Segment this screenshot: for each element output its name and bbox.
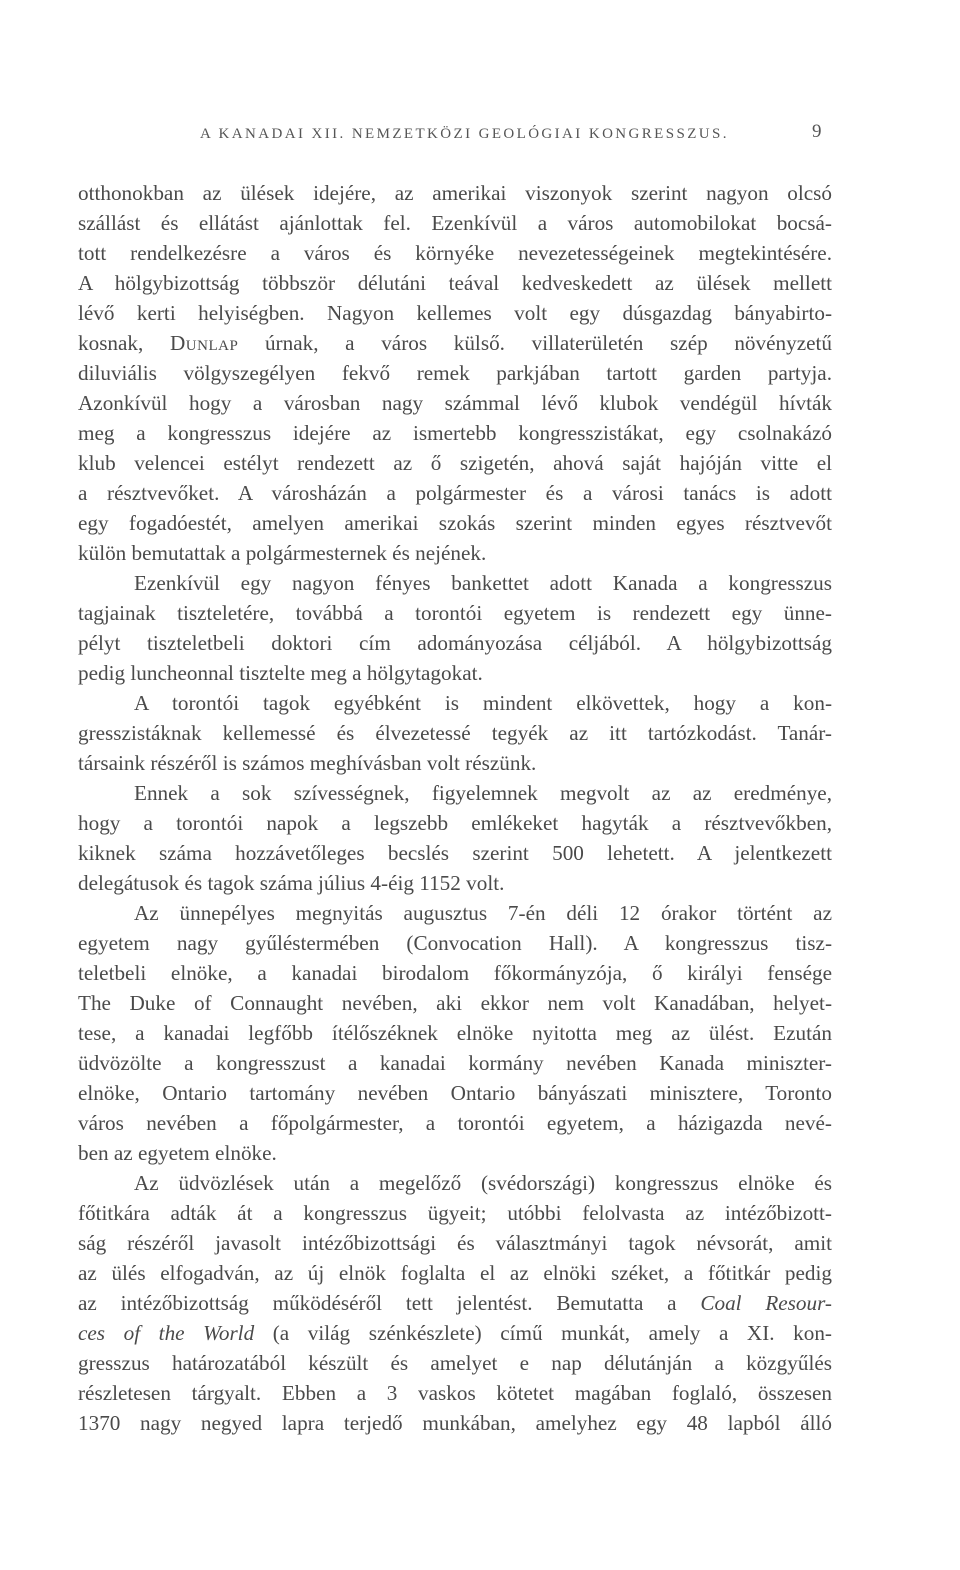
text-line: tott rendelkezésre a város és környéke nevezetességeinek megtekintésére. — [78, 241, 832, 265]
text-line: Az ünnepélyes megnyitás augusztus 7-én déli 12 órakor történt az — [134, 901, 832, 925]
text-line: főtitkára adták át a kongresszus ügyeit; utóbbi felolvasta az intézőbizott- — [78, 1201, 832, 1225]
text-line: The Duke of Connaught nevében, aki ekkor nem volt Kanadában, helyet- — [78, 991, 832, 1015]
text-line: tese, a kanadai legfőbb ítélőszéknek elnöke nyitotta meg az ülést. Ezután — [78, 1021, 832, 1045]
text-line: egy fogadóestét, amelyen amerikai szokás szerint minden egyes résztvevőt — [78, 511, 832, 535]
text-line: a résztvevőket. A városházán a polgármester és a városi tanács is adott — [78, 481, 832, 505]
text-line: gresszus határozatából készült és amelyet e nap délutánján a közgyűlés — [78, 1351, 832, 1375]
text-line: szállást és ellátást ajánlottak fel. Ezenkívül a város automobilokat bocsá- — [78, 211, 832, 235]
text-line: üdvözölte a kongresszust a kanadai kormány nevében Kanada miniszter- — [78, 1051, 832, 1075]
text-line: egyetem nagy gyűléstermében (Convocation Hall). A kongresszus tisz- — [78, 931, 832, 955]
text-line: részletesen tárgyalt. Ebben a 3 vaskos kötetet magában foglaló, összesen — [78, 1381, 832, 1405]
text-line: tagjainak tiszteletére, továbbá a torontói egyetem is rendezett egy ünne- — [78, 601, 832, 625]
text-line: Ezenkívül egy nagyon fényes bankettet adott Kanada a kongresszus — [134, 571, 832, 595]
text-line: Ennek a sok szívességnek, figyelemnek megvolt az az eredménye, — [134, 781, 832, 805]
text-line: társaink részéről is számos meghívásban volt részünk. — [78, 751, 537, 775]
text-line: lévő kerti helyiségben. Nagyon kellemes volt egy dúsgazdag bányabirto- — [78, 301, 832, 325]
text-line: külön bemutattak a polgármesternek és nejének. — [78, 541, 487, 565]
text-line: pélyt tiszteletbeli doktori cím adományozása céljából. A hölgybizottság — [78, 631, 832, 655]
text-line: klub velencei estélyt rendezett az ő szigetén, ahová saját hajóján vitte el — [78, 451, 832, 475]
text-line: ces of the World (a világ szénkészlete) című munkát, amely a XI. kon- — [78, 1321, 832, 1345]
text-line: hogy a torontói napok a legszebb emlékeket hagyták a résztvevőkben, — [78, 811, 832, 835]
text-line: meg a kongresszus idejére az ismertebb kongresszistákat, egy csolnakázó — [78, 421, 832, 445]
text-line: ság részéről javasolt intézőbizottsági és választmányi tagok névsorát, amit — [78, 1231, 832, 1255]
text-line: kosnak, Dunlap úrnak, a város külső. villaterületén szép növényzetű — [78, 331, 833, 355]
text-line: elnöke, Ontario tartomány nevében Ontario bányászati minisztere, Toronto — [78, 1081, 832, 1105]
page-number: 9 — [812, 121, 822, 142]
book-title: Coal Resour- — [700, 1291, 832, 1315]
text-line: 1370 nagy negyed lapra terjedő munkában, amelyhez egy 48 lapból álló — [78, 1411, 832, 1435]
text-line: teletbeli elnöke, a kanadai birodalom főkormányzója, ő királyi fensége — [78, 961, 832, 985]
running-head: A KANADAI XII. NEMZETKÖZI GEOLÓGIAI KONGRESSZUS. — [200, 126, 729, 142]
text-line: Azonkívül hogy a városban nagy számmal lévő klubok vendégül hívták — [78, 391, 832, 415]
text-line: kiknek száma hozzávetőleges becslés szerint 500 lehetett. A jelentkezett — [78, 841, 832, 865]
text-line: gresszistáknak kellemessé és élvezetessé tegyék az itt tartózkodást. Tanár- — [78, 721, 832, 745]
text-line: az ülés elfogadván, az új elnök foglalta el az elnöki széket, a főtitkár pedig — [78, 1261, 832, 1285]
book-title: ces of the World — [78, 1321, 255, 1345]
text-line: delegátusok és tagok száma július 4-éig 1152 volt. — [78, 871, 505, 895]
text-line: az intézőbizottság működéséről tett jelentést. Bemutatta a Coal Resour- — [78, 1291, 832, 1315]
text-line: város nevében a főpolgármester, a torontói egyetem, a házigazda nevé- — [78, 1111, 832, 1135]
text-line: diluviális völgyszegélyen fekvő remek parkjában tartott garden partyja. — [78, 361, 832, 385]
text-line: otthonokban az ülések idejére, az amerikai viszonyok szerint nagyon olcsó — [78, 181, 832, 205]
text-line: A torontói tagok egyébként is mindent elkövettek, hogy a kon- — [134, 691, 832, 715]
text-line: pedig luncheonnal tisztelte meg a hölgytagokat. — [78, 661, 483, 685]
person-name: Dunlap — [169, 331, 239, 355]
text-line: ben az egyetem elnöke. — [78, 1141, 277, 1165]
text-line: A hölgybizottság többször délutáni teával kedveskedett az ülések mellett — [78, 271, 832, 295]
text-line: Az üdvözlések után a megelőző (svédországi) kongresszus elnöke és — [134, 1171, 832, 1195]
